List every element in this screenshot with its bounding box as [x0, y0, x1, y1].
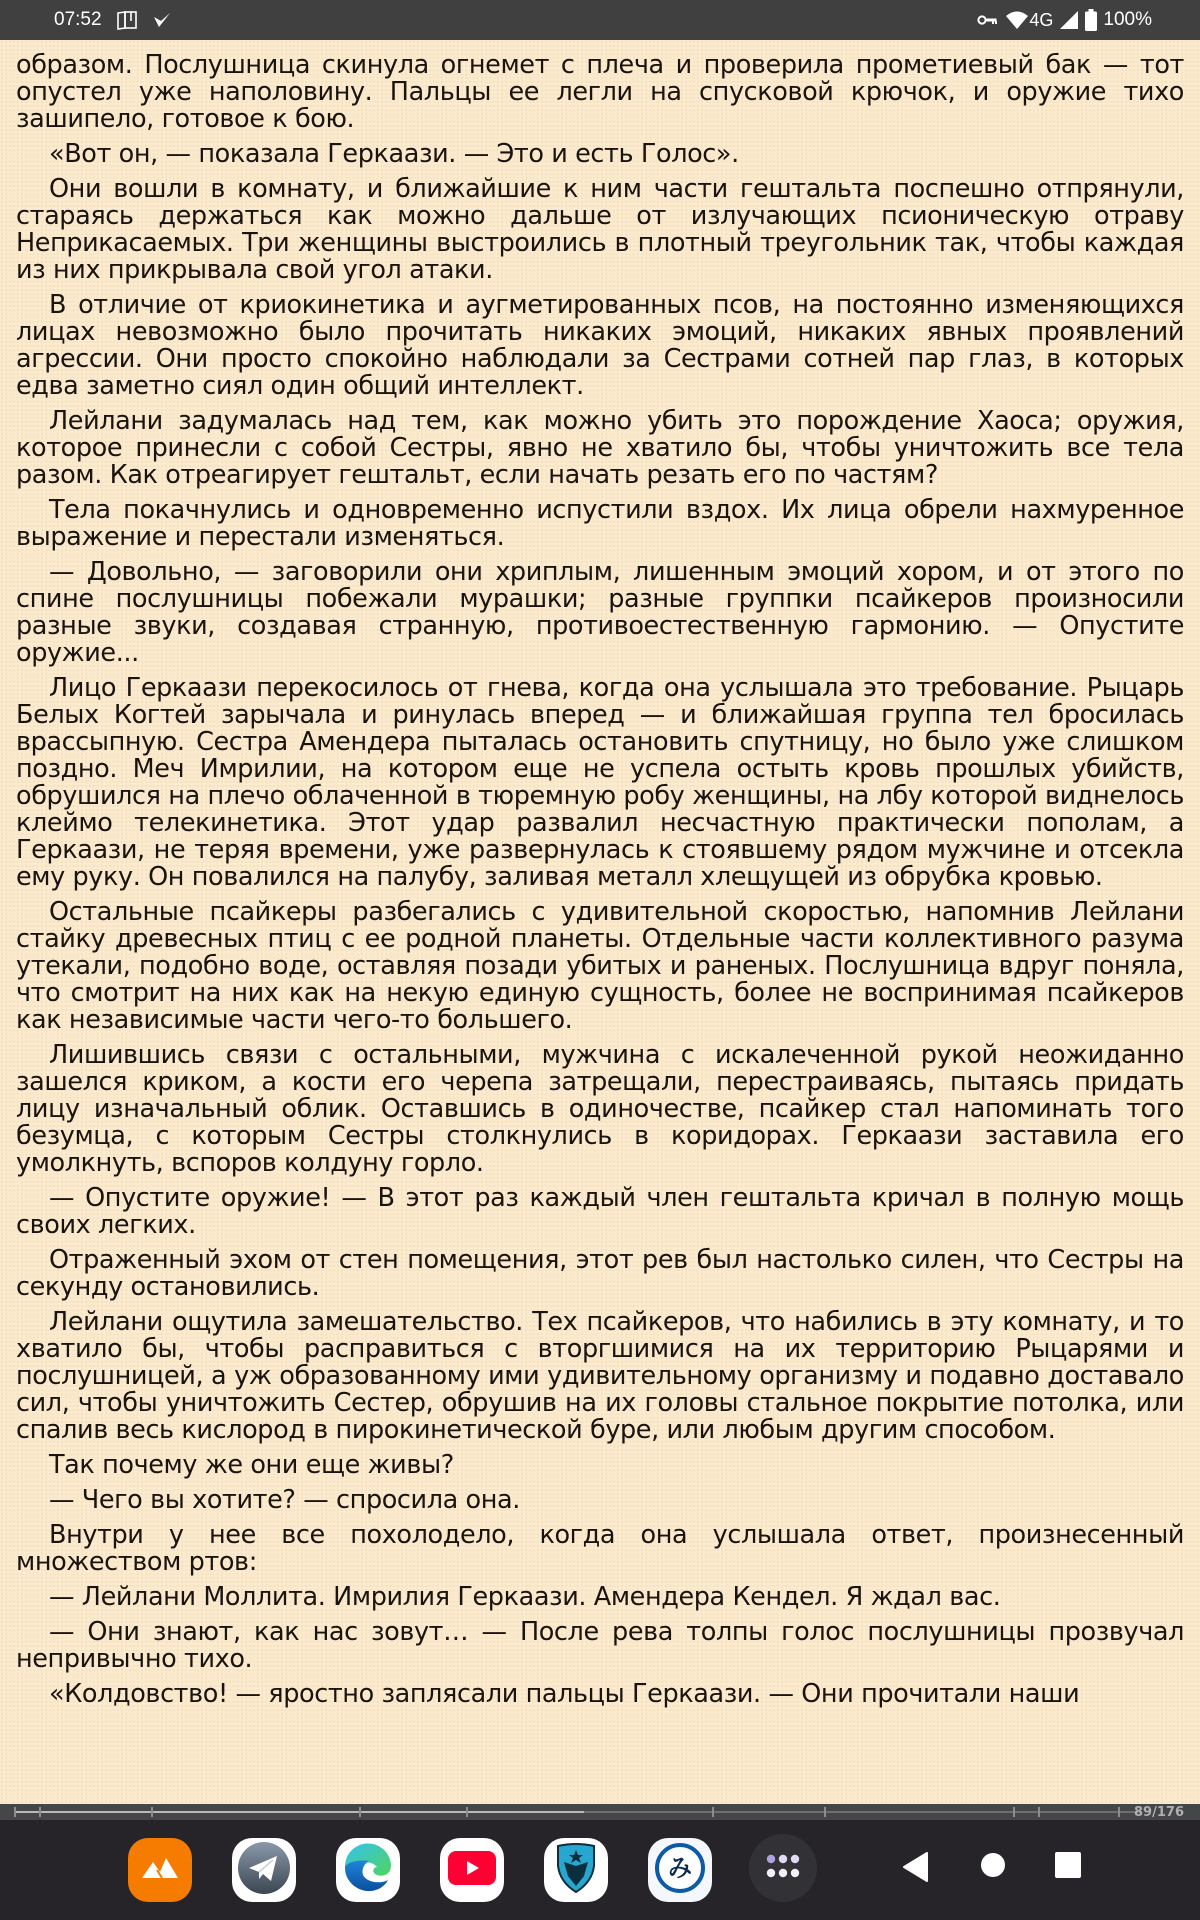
paper-plane-icon	[237, 1841, 291, 1899]
reading-progress-bar[interactable]	[0, 1804, 1200, 1820]
check-icon	[152, 11, 172, 29]
gallery-app[interactable]	[128, 1838, 192, 1902]
paragraph: В отличие от криокинетика и аугметированных псов, на постоянно изменяющихся лицах невозможно было прочитать никаких эмоций, никаких явных проявлений агрессии. Они просто спокойно наблюдали за Сестрами сотней пар глаз, в которых едва заметно сиял один общий интеллект.	[16, 290, 1184, 401]
page-counter: 89/176	[1134, 1805, 1184, 1820]
back-button[interactable]	[903, 1852, 929, 1886]
app-drawer-button[interactable]	[749, 1834, 817, 1902]
chapter-tick	[151, 1807, 153, 1817]
chapter-tick	[466, 1807, 468, 1817]
paragraph: Они вошли в комнату, и ближайшие к ним части гештальта поспешно отпрянули, стараясь держаться как можно дальше от излучающих псионическую отраву Неприкасаемых. Три женщины выстроились в плотный треугольник так, чтобы каждая из них прикрывала свой угол атаки.	[16, 174, 1184, 285]
back-icon	[903, 1852, 929, 1886]
paragraph: Отраженный эхом от стен помещения, этот рев был настолько силен, что Сестры на секунду остановились.	[16, 1245, 1184, 1302]
telegram-x-app[interactable]	[232, 1838, 296, 1902]
paragraph: Лицо Геркаази перекосилось от гнева, когда она услышала это требование. Рыцарь Белых Когтей зарычала и ринулась вперед — и ближайшая группа тел бросилась врассыпную. Сестра Амендера пыталась остановить спутницу, но было уже слишком поздно. Меч Имрилии, на котором еще не успела остыть кровь прошлых убийств, обрушился на плечо облаченной в тюремную робу женщины, на лбу которой виднелось клеймо телекинетика. Этот удар развалил несчастную практически пополам, а Геркаази, не теряя времени, уже развернулась к стоявшему рядом мужчине и отсекла ему руку. Он повалился на палубу, заливая металл хлещущей из обрубка кровью.	[16, 673, 1184, 892]
shield-eagle-icon	[556, 1842, 596, 1898]
signal-icon	[1059, 10, 1079, 30]
vpn-key-icon	[977, 13, 999, 27]
app-drawer-icon	[766, 1854, 800, 1882]
chapter-tick	[1118, 1807, 1120, 1817]
reader-page[interactable]	[0, 40, 1200, 1804]
paragraph: «Колдовство! — яростно заплясали пальцы Геркаази. — Они прочитали наши	[49, 1679, 1080, 1709]
paragraph: Лишившись связи с остальными, мужчина с искалеченной рукой неожиданно зашелся криком, а кости его черепа затрещали, перестраиваясь, пытаясь придать лицу изначальный облик. Оставшись в одиночестве, псайкер стал напоминать того безумца, с которым Сестры столкнулись в коридорах. Геркаази заставила его умолкнуть, вспоров колдуну горло.	[16, 1040, 1184, 1178]
paragraph: — Лейлани Моллита. Имрилия Геркаази. Амендера Кендел. Я ждал вас.	[49, 1582, 1001, 1612]
paragraph: — Они знают, как нас зовут… — После рева толпы голос послушницы прозвучал непривычно тихо.	[16, 1617, 1184, 1674]
paragraph: Остальные псайкеры разбегались с удивительной скоростью, напомнив Лейлани стайку древесных птиц с ее родной планеты. Отдельные части коллективного разума утекали, подобно воде, оставляя позади убитых и раненых. Послушница вдруг поняла, что смотрит на них как на некую единую сущность, более не воспринимая псайкеров как независимые части чего-то большего.	[16, 897, 1184, 1035]
play-icon	[448, 1851, 496, 1889]
paragraph: Так почему же они еще живы?	[49, 1450, 454, 1480]
edge-icon	[341, 1841, 395, 1899]
chapter-tick	[1038, 1807, 1040, 1817]
recents-icon	[1055, 1852, 1081, 1882]
clock: 07:52	[54, 9, 102, 30]
progress-fill	[15, 1811, 584, 1813]
paragraph: — Чего вы хотите? — спросила она.	[49, 1485, 520, 1515]
progress-track[interactable]	[15, 1811, 1140, 1813]
home-button[interactable]	[980, 1852, 1006, 1882]
paragraph: — Опустите оружие! — В этот раз каждый член гештальта кричал в полную мощь своих легких.	[16, 1183, 1184, 1240]
mountain-icon	[140, 1854, 180, 1886]
chapter-tick	[39, 1807, 41, 1817]
battery-percent: 100%	[1103, 9, 1152, 30]
mi-kana-icon	[654, 1842, 706, 1898]
battery-icon	[1085, 9, 1097, 31]
paragraph: Тела покачнулись и одновременно испустили вздох. Их лица обрели нахмуренное выражение и перестали изменяться.	[16, 495, 1184, 552]
youtube-app[interactable]	[440, 1838, 504, 1902]
paragraph: — Довольно, — заговорили они хриплым, лишенным эмоций хором, и от этого по спине послушницы побежали мурашки; разные группки псайкеров произносили разные звуки, создавая странную, противоестественную гармонию. — Опустите оружие...	[16, 557, 1184, 668]
reader-app-icon	[116, 10, 138, 30]
book-text	[16, 52, 1184, 1716]
network-type: 4G	[1029, 9, 1054, 30]
paragraph: образом. Послушница скинула огнемет с плеча и проверила прометиевый бак — тот опустел уже наполовину. Пальцы ее легли на спусковой крючок, и оружие тихо зашипело, готовое к бою.	[16, 50, 1184, 134]
paragraph: Лейлани задумалась над тем, как можно убить это порождение Хаоса; оружия, которое принесли с собой Сестры, явно не хватило бы, чтобы уничтожить все тела разом. Как отреагирует гештальт, если начать резать его по частям?	[16, 406, 1184, 490]
paragraph: Внутри у нее все похолодело, когда она услышала ответ, произнесенный множеством ртов:	[16, 1520, 1184, 1577]
paragraph: Лейлани ощутила замешательство. Тех псайкеров, что набились в эту комнату, и то хватило бы, чтобы расправиться с вторгшимися на их территорию Рыцарями и послушницей, а уж образованному ими удивительному организму и подавно доставало сил, чтобы уничтожить Сестер, обрушив на их головы стальное покрытие потолка, или спалив весь кислород в пирокинетической буре, или любым другим способом.	[16, 1307, 1184, 1445]
shield-game-app[interactable]	[544, 1838, 608, 1902]
chapter-tick	[824, 1807, 826, 1817]
paragraph: «Вот он, — показала Геркаази. — Это и есть Голос».	[49, 139, 739, 169]
wifi-icon	[1005, 10, 1029, 30]
recents-button[interactable]	[1055, 1852, 1081, 1882]
home-icon	[980, 1852, 1006, 1882]
status-bar	[0, 0, 1200, 40]
mi-app[interactable]	[648, 1838, 712, 1902]
chapter-tick	[14, 1807, 16, 1817]
edge-browser-app[interactable]	[336, 1838, 400, 1902]
chapter-tick	[712, 1807, 714, 1817]
chapter-tick	[359, 1807, 361, 1817]
taskbar-dock	[0, 1820, 1200, 1920]
chapter-tick	[1013, 1807, 1015, 1817]
svg-text:み: み	[668, 1854, 692, 1882]
